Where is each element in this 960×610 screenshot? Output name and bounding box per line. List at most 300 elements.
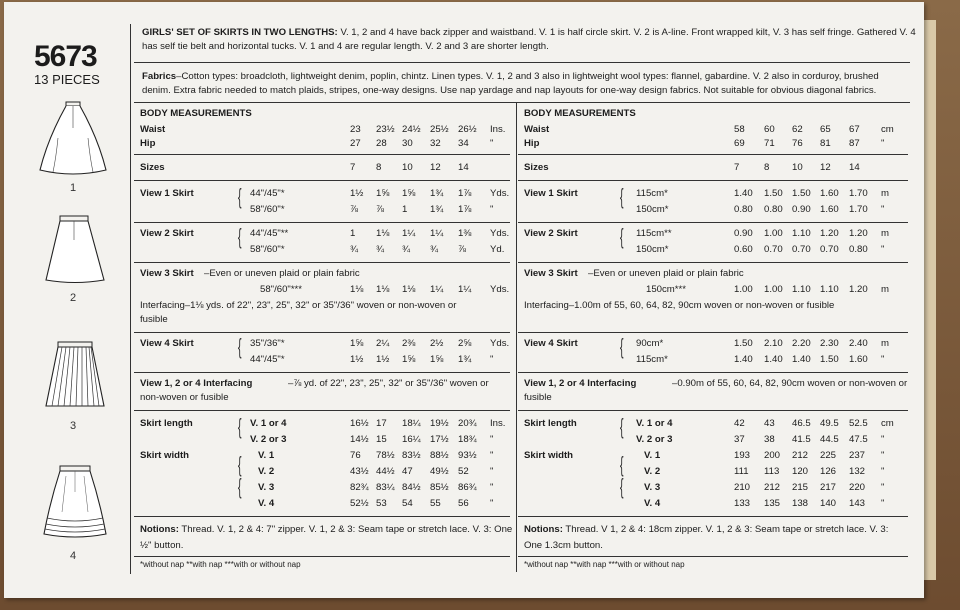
view-2-yardage-value: 1 <box>350 228 356 239</box>
fabric-width: 44"/45"* <box>250 354 285 365</box>
view-1-yardage-value: 1½ <box>350 188 364 199</box>
view-2-skirt-label: View 2 Skirt <box>524 228 578 239</box>
waist-unit: Ins. <box>490 124 506 135</box>
description-title: GIRLS' SET OF SKIRTS IN TWO LENGTHS: <box>142 27 338 38</box>
waist-value: 23½ <box>376 124 395 135</box>
view-2-yardage-value: ⅞ <box>458 244 467 255</box>
row-divider <box>518 222 908 223</box>
ditto-mark: " <box>881 482 885 493</box>
view-1-brace: { <box>237 184 242 209</box>
pattern-number: 5673 <box>34 40 97 73</box>
hip-value: 34 <box>458 138 469 149</box>
sizes-label: Sizes <box>140 162 165 173</box>
skirt-width-value: 47 <box>402 466 413 477</box>
divider <box>134 62 910 63</box>
width-brace: { <box>237 452 242 477</box>
fabric-width: 35"/36"* <box>250 338 285 349</box>
column-divider <box>130 24 131 574</box>
width-view-label: V. 2 <box>644 466 661 477</box>
row-divider <box>134 180 510 181</box>
fabrics-line-1: –Cotton types: broadcloth, lightweight denim, poplin, chintz. Linen types. V. 1, 2 and 3 also in lightweight wool types: flannel, gabardine. V. 2 also in corduroy, brushed <box>176 71 879 82</box>
skirt-width-value: 237 <box>849 450 866 461</box>
fabric-width: 44"/45"* <box>250 188 285 199</box>
view-3-skirt-label: View 3 Skirt <box>140 268 194 279</box>
row-divider <box>134 556 510 557</box>
fabrics-line-2: denim. Extra fabric needed to match plaids, stripes, one-way designs. Use nap yardage and nap layouts for one-way design fabrics. Not suitable for obvious diagonal fabrics. <box>142 85 877 96</box>
view-3-yardage-value: 1¼ <box>458 284 472 295</box>
view-2-yardage-value: 1⅜ <box>458 228 472 239</box>
row-divider <box>134 516 510 517</box>
fabric-width: 58"/60"* <box>250 244 285 255</box>
view-4-yardage-value: 2.30 <box>820 338 839 349</box>
waist-label: Waist <box>140 124 166 135</box>
divider <box>134 102 910 103</box>
skirt-width-value: 54 <box>402 498 413 509</box>
left-column <box>4 2 130 598</box>
figure-label-1: 1 <box>70 182 77 194</box>
view-2-yardage-value: 0.90 <box>734 228 753 239</box>
hip-value: 28 <box>376 138 387 149</box>
view-3-yardage-value: 1.00 <box>734 284 753 295</box>
view-4-skirt-illustration <box>40 462 110 542</box>
skirt-length-unit: Ins. <box>490 418 506 429</box>
skirt-length-value: 37 <box>734 434 745 445</box>
view-1-yardage-unit: " <box>881 204 885 215</box>
view-1-yardage-value: 0.90 <box>792 204 811 215</box>
view-2-yardage-value: 0.70 <box>792 244 811 255</box>
view-1-yardage-unit: Yds. <box>490 188 510 199</box>
fabrics-label: Fabrics <box>142 71 177 82</box>
hip-unit: " <box>490 138 494 149</box>
view-2-yardage-unit: " <box>881 244 885 255</box>
skirt-width-value: 212 <box>792 450 809 461</box>
view-3-yardage-unit: m <box>881 284 889 295</box>
view-2-skirt-illustration <box>42 212 108 286</box>
body-measurements-heading: BODY MEASUREMENTS <box>524 108 636 119</box>
view-2-yardage-value: 1.20 <box>820 228 839 239</box>
row-divider <box>134 262 510 263</box>
size-value: 12 <box>820 162 831 173</box>
skirt-width-value: 44½ <box>376 466 395 477</box>
fabric-width: 115cm** <box>636 228 672 239</box>
skirt-length-value: 43 <box>764 418 775 429</box>
row-divider <box>134 222 510 223</box>
skirt-length-value: 16¼ <box>402 434 421 445</box>
view-1-brace: { <box>619 184 624 209</box>
size-value: 8 <box>376 162 382 173</box>
skirt-length-value: 19½ <box>430 418 449 429</box>
ditto-mark: " <box>490 482 494 493</box>
skirt-length-value: 16½ <box>350 418 369 429</box>
view-3-yardage-value: 1⅛ <box>376 284 390 295</box>
view-3-yardage-value: 1.10 <box>820 284 839 295</box>
skirt-width-value: 113 <box>764 466 780 477</box>
length-view-label: V. 1 or 4 <box>250 418 287 429</box>
waist-value: 65 <box>820 124 831 135</box>
view-2-yardage-value: ¾ <box>350 244 359 255</box>
skirt-width-value: 53 <box>376 498 387 509</box>
view-4-yardage-value: 1.50 <box>820 354 839 365</box>
hip-value: 30 <box>402 138 413 149</box>
width-view-label: V. 4 <box>644 498 661 509</box>
view-3-interfacing: fusible <box>140 314 168 325</box>
view-4-yardage-value: 1½ <box>376 354 390 365</box>
skirt-width-value: 83½ <box>402 450 421 461</box>
row-divider <box>518 410 908 411</box>
view-1-yardage-value: 0.80 <box>734 204 753 215</box>
view-1-yardage-value: 1⅞ <box>458 204 472 215</box>
interfacing-label: View 1, 2 or 4 Interfacing <box>524 378 637 389</box>
skirt-width-value: 76 <box>350 450 361 461</box>
hip-value: 69 <box>734 138 745 149</box>
skirt-length-value: 47.5 <box>849 434 868 445</box>
hip-value: 71 <box>764 138 775 149</box>
hip-value: 87 <box>849 138 860 149</box>
center-divider <box>516 102 517 572</box>
view-1-yardage-value: 1.50 <box>764 188 783 199</box>
ditto-mark: " <box>490 498 494 509</box>
row-divider <box>518 372 908 373</box>
waist-value: 58 <box>734 124 745 135</box>
skirt-width-value: 140 <box>820 498 837 509</box>
skirt-width-value: 55 <box>430 498 441 509</box>
fabric-width: 150cm*** <box>646 284 686 295</box>
skirt-width-value: 132 <box>849 466 866 477</box>
hip-unit: " <box>881 138 885 149</box>
view-1-yardage-value: 1.60 <box>820 188 839 199</box>
view-1-yardage-value: 1.70 <box>849 204 868 215</box>
view-2-yardage-value: 1.20 <box>849 228 868 239</box>
view-2-yardage-value: ¾ <box>430 244 439 255</box>
fabric-width: 115cm* <box>636 188 668 199</box>
pattern-description <box>142 26 922 54</box>
size-value: 10 <box>792 162 803 173</box>
view-4-yardage-value: 1⅝ <box>350 338 364 349</box>
skirt-length-value: 46.5 <box>792 418 811 429</box>
skirt-length-value: 14½ <box>350 434 369 445</box>
view-4-yardage-value: 2.20 <box>792 338 811 349</box>
width-brace: { <box>619 452 624 477</box>
view-4-yardage-value: 1.40 <box>734 354 753 365</box>
skirt-width-value: 84½ <box>402 482 421 493</box>
view-1-skirt-label: View 1 Skirt <box>524 188 578 199</box>
skirt-width-value: 225 <box>820 450 837 461</box>
view-1-yardage-value: 1¾ <box>430 204 444 215</box>
view-1-yardage-unit: m <box>881 188 889 199</box>
skirt-width-value: 43½ <box>350 466 369 477</box>
view-3-description: –Even or uneven plaid or plain fabric <box>588 268 744 279</box>
view-2-yardage-value: 0.70 <box>820 244 839 255</box>
view-3-yardage-value: 1.20 <box>849 284 868 295</box>
length-brace: { <box>237 414 242 439</box>
width-view-label: V. 3 <box>258 482 275 493</box>
skirt-width-value: 93½ <box>458 450 477 461</box>
row-divider <box>518 262 908 263</box>
view-1-yardage-value: ⅞ <box>376 204 385 215</box>
waist-value: 25½ <box>430 124 449 135</box>
row-divider <box>134 410 510 411</box>
fabrics-section <box>142 70 912 98</box>
view-3-yardage-value: 1.10 <box>792 284 811 295</box>
description-line-2: has self tie belt and horizontal tucks. V. 1 and 4 are regular length. V. 2 and 3 are shorter length. <box>142 41 549 52</box>
view-3-skirt-label: View 3 Skirt <box>524 268 578 279</box>
skirt-length-value: 17 <box>376 418 387 429</box>
width-brace: { <box>237 474 242 499</box>
ditto-mark: " <box>881 466 885 477</box>
view-2-yardage-value: ¾ <box>402 244 411 255</box>
view-2-yardage-value: 0.70 <box>764 244 783 255</box>
waist-value: 23 <box>350 124 361 135</box>
view-4-yardage-value: 1.50 <box>734 338 753 349</box>
view-1-yardage-value: 1⅝ <box>376 188 390 199</box>
view-1-yardage-value: 1⅞ <box>458 188 472 199</box>
view-2-yardage-value: 0.60 <box>734 244 753 255</box>
view-2-yardage-value: 1¼ <box>402 228 416 239</box>
skirt-width-value: 126 <box>820 466 837 477</box>
skirt-width-value: 138 <box>792 498 809 509</box>
view-1-yardage-value: 1¾ <box>430 188 444 199</box>
skirt-width-value: 88½ <box>430 450 449 461</box>
skirt-width-value: 82¾ <box>350 482 369 493</box>
skirt-width-value: 217 <box>820 482 837 493</box>
skirt-width-label: Skirt width <box>140 450 190 461</box>
interfacing-description: fusible <box>524 392 552 403</box>
waist-unit: cm <box>881 124 894 135</box>
skirt-width-value: 85½ <box>430 482 449 493</box>
view-1-yardage-value: 0.80 <box>764 204 783 215</box>
hip-label: Hip <box>140 138 156 149</box>
notions-text: Thread. V. 1, 2 & 4: 7" zipper. V. 1, 2 & 3: Seam tape or stretch lace. V. 3: One <box>181 524 513 535</box>
skirt-length-label: Skirt length <box>140 418 193 429</box>
width-view-label: V. 2 <box>258 466 275 477</box>
view-4-yardage-value: 2.10 <box>764 338 783 349</box>
skirt-width-value: 200 <box>764 450 781 461</box>
size-value: 8 <box>764 162 770 173</box>
hip-label: Hip <box>524 138 540 149</box>
view-1-yardage-value: 1.50 <box>792 188 811 199</box>
waist-value: 67 <box>849 124 860 135</box>
skirt-width-value: 52 <box>458 466 469 477</box>
fabric-width: 58"/60"* <box>250 204 285 215</box>
skirt-length-value: 17½ <box>430 434 449 445</box>
view-1-skirt-label: View 1 Skirt <box>140 188 194 199</box>
interfacing-label: View 1, 2 or 4 Interfacing <box>140 378 253 389</box>
skirt-width-value: 52½ <box>350 498 369 509</box>
view-2-yardage-value: 1¼ <box>430 228 444 239</box>
view-1-skirt-illustration <box>38 98 108 178</box>
view-4-yardage-unit: Yds. <box>490 338 510 349</box>
view-4-yardage-value: 2½ <box>430 338 444 349</box>
view-4-yardage-value: 1.60 <box>849 354 868 365</box>
size-value: 14 <box>458 162 469 173</box>
ditto-mark: " <box>881 450 885 461</box>
notions-label: Notions: <box>140 524 179 535</box>
view-4-yardage-value: 2.40 <box>849 338 868 349</box>
view-4-yardage-value: 1⅝ <box>430 354 444 365</box>
sizes-label: Sizes <box>524 162 549 173</box>
size-value: 14 <box>849 162 860 173</box>
skirt-length-value: 15 <box>376 434 387 445</box>
skirt-width-value: 133 <box>734 498 751 509</box>
skirt-width-value: 83¼ <box>376 482 395 493</box>
fabric-width: 150cm* <box>636 244 669 255</box>
view-1-yardage-value: 1 <box>402 204 408 215</box>
skirt-width-value: 120 <box>792 466 809 477</box>
view-1-yardage-value: ⅞ <box>350 204 359 215</box>
hip-value: 76 <box>792 138 803 149</box>
figure-label-3: 3 <box>70 420 77 432</box>
notions-text: ½" button. <box>140 540 184 551</box>
view-2-yardage-value: 1.00 <box>764 228 783 239</box>
skirt-width-value: 78½ <box>376 450 395 461</box>
view-2-yardage-value: 1.10 <box>792 228 811 239</box>
ditto-mark: " <box>881 498 885 509</box>
figure-label-4: 4 <box>70 550 77 562</box>
ditto-mark: " <box>490 450 494 461</box>
skirt-length-value: 38 <box>764 434 775 445</box>
skirt-length-value: 20¾ <box>458 418 477 429</box>
view-2-yardage-unit: Yd. <box>490 244 505 255</box>
row-divider <box>518 180 908 181</box>
waist-value: 60 <box>764 124 775 135</box>
view-2-yardage-value: 0.80 <box>849 244 868 255</box>
fabric-width: 150cm* <box>636 204 669 215</box>
view-4-yardage-value: 1½ <box>350 354 364 365</box>
skirt-width-value: 111 <box>734 466 749 477</box>
view-2-yardage-unit: m <box>881 228 889 239</box>
width-view-label: V. 1 <box>258 450 275 461</box>
waist-value: 26½ <box>458 124 477 135</box>
view-3-skirt-illustration <box>42 338 108 414</box>
view-4-yardage-value: 1.40 <box>764 354 783 365</box>
fabric-width: 58"/60"*** <box>260 284 303 295</box>
view-4-brace: { <box>237 334 242 359</box>
skirt-width-value: 86¾ <box>458 482 477 493</box>
pattern-envelope-back <box>4 2 924 598</box>
skirt-width-value: 56 <box>458 498 469 509</box>
waist-value: 24½ <box>402 124 421 135</box>
view-3-yardage-value: 1.00 <box>764 284 783 295</box>
footnote: *without nap **with nap ***with or without nap <box>140 560 301 569</box>
skirt-length-value: 52.5 <box>849 418 868 429</box>
width-view-label: V. 4 <box>258 498 275 509</box>
skirt-width-value: 220 <box>849 482 866 493</box>
view-1-yardage-value: 1.40 <box>734 188 753 199</box>
view-4-yardage-value: 1.40 <box>792 354 811 365</box>
notions-line <box>524 524 888 535</box>
width-view-label: V. 3 <box>644 482 661 493</box>
skirt-length-unit: cm <box>881 418 894 429</box>
skirt-length-value: 49.5 <box>820 418 839 429</box>
view-3-interfacing: Interfacing–1⅛ yds. of 22", 23", 25", 32" or 35"/36" woven or non-woven or <box>140 300 457 311</box>
row-divider <box>518 332 908 333</box>
view-3-yardage-value: 1⅛ <box>350 284 364 295</box>
waist-label: Waist <box>524 124 550 135</box>
skirt-length-label: Skirt length <box>524 418 577 429</box>
view-3-yardage-value: 1⅛ <box>402 284 416 295</box>
skirt-width-value: 193 <box>734 450 751 461</box>
notions-text: Thread. V 1, 2 & 4: 18cm zipper. V. 1, 2 & 3: Seam tape or stretch lace. V. 3: <box>565 524 889 535</box>
view-2-skirt-label: View 2 Skirt <box>140 228 194 239</box>
hip-value: 27 <box>350 138 361 149</box>
notions-text: One 1.3cm button. <box>524 540 603 551</box>
interfacing-description: –⅞ yd. of 22", 23", 25", 32" or 35"/36" woven or <box>288 378 489 389</box>
size-value: 10 <box>402 162 413 173</box>
waist-value: 62 <box>792 124 803 135</box>
ditto-mark: " <box>490 434 494 445</box>
body-measurements-heading: BODY MEASUREMENTS <box>140 108 252 119</box>
footnote: *without nap **with nap ***with or without nap <box>524 560 685 569</box>
row-divider <box>518 556 908 557</box>
view-4-yardage-value: 2⅝ <box>458 338 472 349</box>
skirt-length-value: 18¼ <box>402 418 421 429</box>
view-2-yardage-value: 1⅛ <box>376 228 390 239</box>
skirt-length-value: 44.5 <box>820 434 839 445</box>
row-divider <box>134 154 510 155</box>
interfacing-description: –0.90m of 55, 60, 64, 82, 90cm woven or non-woven or <box>672 378 908 389</box>
view-4-skirt-label: View 4 Skirt <box>524 338 578 349</box>
row-divider <box>134 372 510 373</box>
pieces-count: 13 PIECES <box>34 72 100 87</box>
skirt-width-value: 135 <box>764 498 781 509</box>
skirt-width-value: 215 <box>792 482 809 493</box>
skirt-length-value: 42 <box>734 418 745 429</box>
size-value: 7 <box>350 162 356 173</box>
fabric-width: 90cm* <box>636 338 664 349</box>
length-view-label: V. 2 or 3 <box>636 434 673 445</box>
width-brace: { <box>619 474 624 499</box>
view-4-skirt-label: View 4 Skirt <box>140 338 194 349</box>
view-4-yardage-value: 1⅝ <box>402 354 416 365</box>
skirt-width-value: 210 <box>734 482 751 493</box>
view-3-yardage-value: 1¼ <box>430 284 444 295</box>
view-4-yardage-value: 2¼ <box>376 338 390 349</box>
ditto-mark: " <box>881 434 885 445</box>
view-4-brace: { <box>619 334 624 359</box>
width-view-label: V. 1 <box>644 450 661 461</box>
view-1-yardage-value: 1.60 <box>820 204 839 215</box>
skirt-width-label: Skirt width <box>524 450 574 461</box>
row-divider <box>518 516 908 517</box>
view-1-yardage-value: 1.70 <box>849 188 868 199</box>
length-brace: { <box>619 414 624 439</box>
fabric-width: 115cm* <box>636 354 668 365</box>
row-divider <box>134 332 510 333</box>
skirt-length-value: 41.5 <box>792 434 811 445</box>
interfacing-description: non-woven or fusible <box>140 392 229 403</box>
view-2-brace: { <box>619 224 624 249</box>
skirt-width-value: 49½ <box>430 466 449 477</box>
notions-label: Notions: <box>524 524 563 535</box>
figure-label-2: 2 <box>70 292 77 304</box>
view-4-yardage-value: 1¾ <box>458 354 472 365</box>
skirt-width-value: 143 <box>849 498 866 509</box>
view-4-yardage-unit: " <box>881 354 885 365</box>
view-3-interfacing: Interfacing–1.00m of 55, 60, 64, 82, 90cm woven or non-woven or fusible <box>524 300 835 311</box>
view-1-yardage-value: 1⅝ <box>402 188 416 199</box>
view-3-yardage-unit: Yds. <box>490 284 510 295</box>
fabric-width: 44"/45"** <box>250 228 289 239</box>
view-4-yardage-unit: " <box>490 354 494 365</box>
view-4-yardage-value: 2⅜ <box>402 338 416 349</box>
view-3-description: –Even or uneven plaid or plain fabric <box>204 268 360 279</box>
ditto-mark: " <box>490 466 494 477</box>
size-value: 12 <box>430 162 441 173</box>
view-1-yardage-unit: " <box>490 204 494 215</box>
description-line-1: V. 1, 2 and 4 have back zipper and waistband. V. 1 is half circle skirt. V. 2 is A-line. Front wrapped kilt, V. 3 has self fringe. Gathered V. 4 <box>340 27 916 38</box>
view-2-brace: { <box>237 224 242 249</box>
skirt-length-value: 18¾ <box>458 434 477 445</box>
